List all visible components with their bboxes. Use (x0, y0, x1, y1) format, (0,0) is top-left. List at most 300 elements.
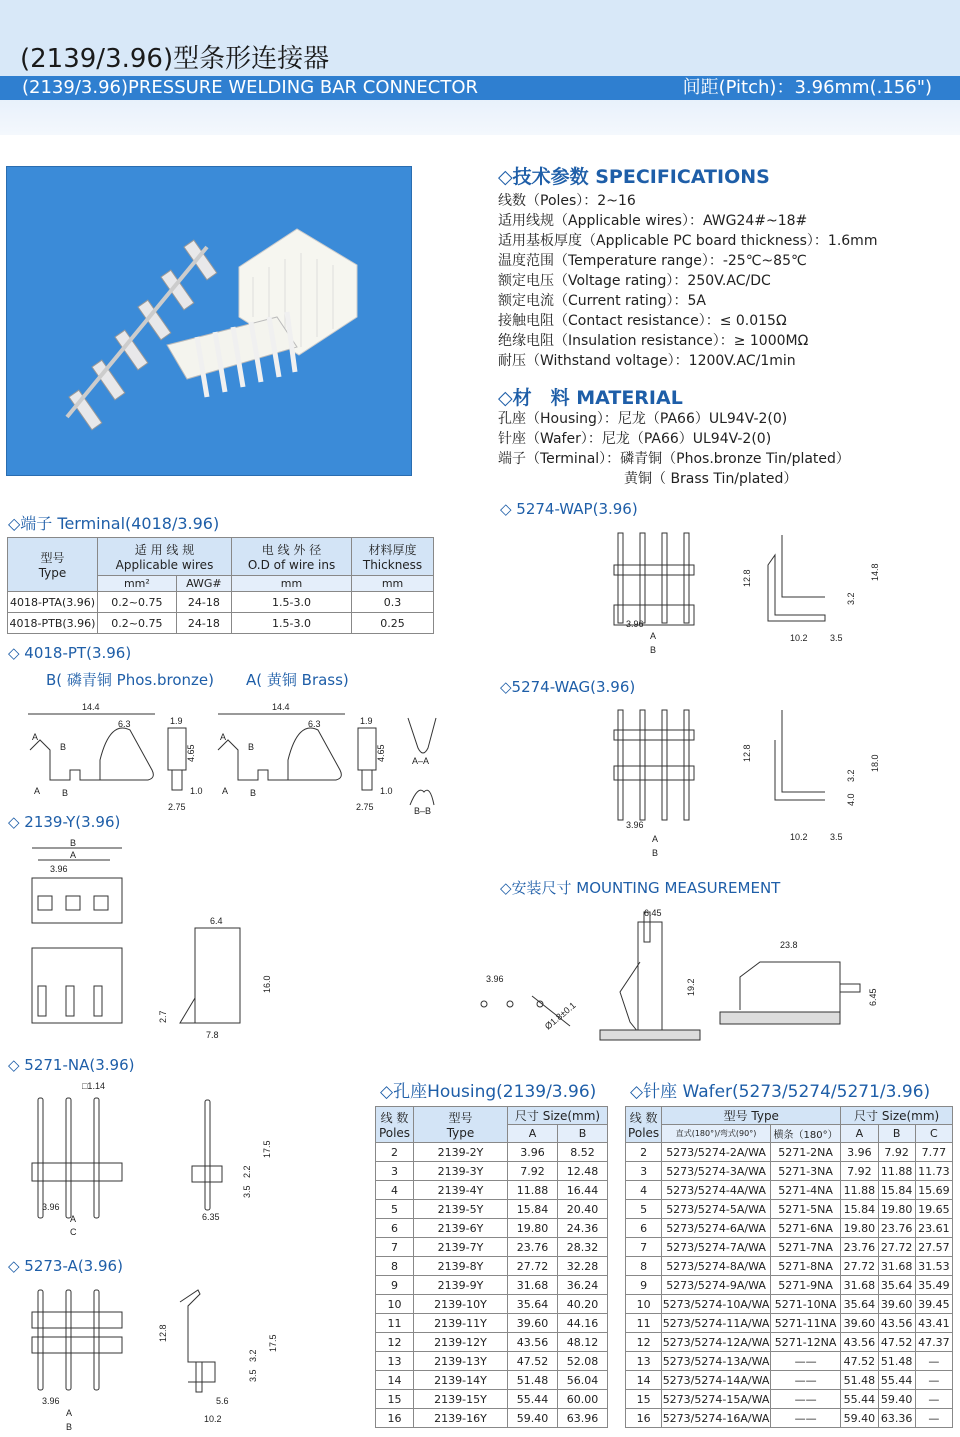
dim-3-96: 3.96 (42, 1396, 60, 1406)
wag-drawing (600, 700, 900, 860)
dim-3-5: 3.5 (242, 1185, 252, 1198)
table-row (626, 1352, 953, 1371)
cell: 2139-14Y (414, 1371, 508, 1390)
cell: — (915, 1390, 952, 1409)
cell: —— (770, 1409, 840, 1428)
label-a: A (32, 732, 39, 742)
na-heading: ◇ 5271-NA(3.96) (8, 1056, 135, 1074)
cell: 55.44 (878, 1371, 915, 1390)
cell: 35.64 (508, 1295, 558, 1314)
table-row (376, 1143, 608, 1162)
cell: 0.2~0.75 (98, 613, 177, 634)
cell: 52.08 (558, 1352, 608, 1371)
cell: 5271-10NA (770, 1295, 840, 1314)
table-row (376, 1409, 608, 1428)
cell: 1.5-3.0 (231, 613, 351, 634)
housing-body (376, 1143, 608, 1428)
cell: 2139-7Y (414, 1238, 508, 1257)
cell: 5271-6NA (770, 1219, 840, 1238)
spec-heading: ◇技术参数 SPECIFICATIONS (498, 166, 770, 188)
dim-17-5: 17.5 (268, 1334, 278, 1352)
cell: 19.65 (915, 1200, 952, 1219)
pt-b-label: B( 磷青铜 Phos.bronze) (46, 671, 214, 689)
dim-19-2: 19.2 (686, 978, 696, 996)
dim-5-6: 5.6 (216, 1396, 229, 1406)
table-row (376, 1390, 608, 1409)
th-od: 电 线 外 径 (261, 543, 322, 557)
cell: 5 (376, 1200, 414, 1219)
cell: 39.60 (878, 1295, 915, 1314)
cell: 32.28 (558, 1257, 608, 1276)
dim-2-75: 2.75 (356, 802, 374, 812)
label-a: A (220, 732, 227, 742)
spec-line: 绝缘电阻（Insulation resistance）：≥ 1000MΩ (498, 333, 809, 349)
dim-6-35: 6.35 (202, 1212, 220, 1222)
cell: 3 (626, 1162, 662, 1181)
cell: 4 (376, 1181, 414, 1200)
cell: 4018-PTA(3.96) (8, 592, 98, 613)
cell: 39.60 (508, 1314, 558, 1333)
th-poles-en: Poles (378, 1126, 411, 1140)
dim-3-5: 3.5 (830, 633, 843, 643)
cell: 5273/5274-11A/WA (662, 1314, 771, 1333)
cell: 5271-4NA (770, 1181, 840, 1200)
cell: 43.56 (508, 1333, 558, 1352)
cell: — (915, 1371, 952, 1390)
dim-hole: Ø1.8±0.1 (542, 1000, 578, 1032)
cell: 11.88 (508, 1181, 558, 1200)
cell: 9 (626, 1276, 662, 1295)
cell: 3.96 (508, 1143, 558, 1162)
cell: 7.92 (841, 1162, 878, 1181)
mount-drawing (470, 902, 890, 1062)
cell: 7.92 (878, 1143, 915, 1162)
th-bar: 横条（180°） (770, 1125, 840, 1143)
cell: 15.84 (878, 1181, 915, 1200)
cell: 2139-13Y (414, 1352, 508, 1371)
cell: 5273/5274-9A/WA (662, 1276, 771, 1295)
wap-drawing (600, 525, 900, 660)
cell: 2139-3Y (414, 1162, 508, 1181)
cell: 11.73 (915, 1162, 952, 1181)
cell: 40.20 (558, 1295, 608, 1314)
table-row (626, 1219, 953, 1238)
cell: 19.80 (508, 1219, 558, 1238)
dim-3-96: 3.96 (50, 864, 68, 874)
cell: 16 (626, 1409, 662, 1428)
table-row (626, 1181, 953, 1200)
cell: 2139-2Y (414, 1143, 508, 1162)
cell: 2139-10Y (414, 1295, 508, 1314)
cell: 47.52 (508, 1352, 558, 1371)
cell: 7.77 (915, 1143, 952, 1162)
cell: 12 (376, 1333, 414, 1352)
cell: 35.64 (841, 1295, 878, 1314)
dim-6-3: 6.3 (308, 719, 321, 729)
th-type: 型号 (448, 1111, 473, 1125)
cell: 39.60 (841, 1314, 878, 1333)
connector-photo-illustration (7, 167, 413, 477)
subtitle: (2139/3.96)PRESSURE WELDING BAR CONNECTOR (22, 77, 479, 98)
cell: 16.44 (558, 1181, 608, 1200)
table-row (626, 1276, 953, 1295)
label-b: B (66, 1422, 73, 1432)
cell: 2 (376, 1143, 414, 1162)
dim-2-75: 2.75 (168, 802, 186, 812)
label-a: A (70, 850, 77, 860)
table-row (8, 592, 434, 613)
spec-line: 温度范围（Temperature range）：-25℃~85℃ (498, 253, 807, 269)
material-line: 针座（Wafer）：尼龙（PA66）UL94V-2(0) (498, 431, 772, 447)
cell: 15.84 (841, 1200, 878, 1219)
cell: 8.52 (558, 1143, 608, 1162)
table-row (376, 1162, 608, 1181)
spec-line: 适用基板厚度（Applicable PC board thickness）：1.6mm (498, 233, 878, 249)
wafer-body (626, 1143, 953, 1428)
label-a: A (650, 631, 657, 641)
th-type: 型号 (40, 551, 65, 565)
cell: 7.92 (508, 1162, 558, 1181)
label-a: A (70, 1214, 77, 1224)
th-od-en: O.D of wire ins (247, 558, 336, 572)
cell: 27.72 (508, 1257, 558, 1276)
cell: 5271-5NA (770, 1200, 840, 1219)
cell: 8 (376, 1257, 414, 1276)
th-a: A (841, 1125, 878, 1143)
th-wires-en: Applicable wires (115, 558, 214, 572)
dim-1-9: 1.9 (360, 716, 373, 726)
label-a: A (66, 1408, 73, 1418)
table-row (376, 1333, 608, 1352)
th-wires: 适 用 线 规 (134, 543, 195, 557)
dim-10-2: 10.2 (790, 633, 808, 643)
cell: 47.37 (915, 1333, 952, 1352)
cell: 5273/5274-8A/WA (662, 1257, 771, 1276)
cell: 23.76 (508, 1238, 558, 1257)
cell: 2 (626, 1143, 662, 1162)
cell: 43.41 (915, 1314, 952, 1333)
cell: 5273/5274-15A/WA (662, 1390, 771, 1409)
cell: 27.72 (841, 1257, 878, 1276)
label-a: A (652, 834, 659, 844)
table-row (376, 1257, 608, 1276)
cell: 6 (626, 1219, 662, 1238)
cell: 2139-12Y (414, 1333, 508, 1352)
cell: —— (770, 1352, 840, 1371)
table-row (626, 1314, 953, 1333)
cell: 51.48 (508, 1371, 558, 1390)
cell: 24.36 (558, 1219, 608, 1238)
cell: 5273/5274-16A/WA (662, 1409, 771, 1428)
pitch-label: 间距(Pitch)：3.96mm(.156") (682, 77, 932, 98)
unit-mm: mm (352, 576, 434, 592)
unit-awg: AWG# (176, 576, 231, 592)
unit-mm2: mm² (98, 576, 177, 592)
label-b: B (248, 742, 255, 752)
label-b: B (60, 742, 67, 752)
dim-23-8: 23.8 (780, 940, 798, 950)
cell: 2139-6Y (414, 1219, 508, 1238)
dim-2-2: 2.2 (242, 1165, 252, 1178)
cell: 0.2~0.75 (98, 592, 177, 613)
cell: 44.16 (558, 1314, 608, 1333)
th-size: 尺寸 Size(mm) (508, 1107, 608, 1125)
th-poles: 线 数 (629, 1111, 658, 1125)
spec-line: 额定电压（Voltage rating）：250V.AC/DC (498, 273, 771, 289)
cell: 5273/5274-12A/WA (662, 1333, 771, 1352)
dim-10-2: 10.2 (204, 1414, 222, 1424)
cell: 2139-15Y (414, 1390, 508, 1409)
label-c: C (70, 1227, 77, 1237)
dim-6-3: 6.3 (118, 719, 131, 729)
cell: — (915, 1352, 952, 1371)
cell: 23.76 (841, 1238, 878, 1257)
cell: 36.24 (558, 1276, 608, 1295)
cell: 11.88 (878, 1162, 915, 1181)
cell: 56.04 (558, 1371, 608, 1390)
table-row (626, 1371, 953, 1390)
cell: 3 (376, 1162, 414, 1181)
dim-10-2: 10.2 (790, 832, 808, 842)
dim-18-0: 18.0 (870, 754, 880, 772)
cell: 4 (626, 1181, 662, 1200)
section-aa-label: A–A (412, 756, 430, 766)
th-thickness: 材料厚度 (368, 543, 417, 557)
table-row (376, 1371, 608, 1390)
dim-6-4: 6.4 (210, 916, 223, 926)
table-row (376, 1314, 608, 1333)
cell: 11 (626, 1314, 662, 1333)
material-line: 端子（Terminal）：磷青铜（Phos.bronze Tin/plated） (498, 451, 850, 467)
table-row (626, 1390, 953, 1409)
cell: 5271-8NA (770, 1257, 840, 1276)
cell: 31.68 (841, 1276, 878, 1295)
unit-mm: mm (231, 576, 351, 592)
dim-16-0: 16.0 (262, 975, 272, 993)
cell: 5273/5274-6A/WA (662, 1219, 771, 1238)
dim-3-96: 3.96 (42, 1202, 60, 1212)
cell: 63.36 (878, 1409, 915, 1428)
cell: 10 (376, 1295, 414, 1314)
dim-1-14: □1.14 (82, 1081, 105, 1091)
dim-4-65: 4.65 (186, 744, 196, 762)
spec-line: 耐压（Withstand voltage）：1200V.AC/1min (498, 353, 796, 369)
table-row (8, 613, 434, 634)
dim-12-8: 12.8 (158, 1324, 168, 1342)
dim-12-8: 12.8 (742, 744, 752, 762)
dim-3-5: 3.5 (830, 832, 843, 842)
cell: 7 (376, 1238, 414, 1257)
dim-6-45: 6.45 (868, 988, 878, 1006)
terminal-heading: ◇端子 Terminal(4018/3.96) (8, 514, 220, 533)
cell: 11.88 (841, 1181, 878, 1200)
table-row (626, 1295, 953, 1314)
pt-a-label: A( 黄铜 Brass) (246, 671, 349, 689)
housing-heading: ◇孔座Housing(2139/3.96) (380, 1082, 597, 1102)
cell: 16 (376, 1409, 414, 1428)
table-row (376, 1200, 608, 1219)
dim-3-96: 3.96 (626, 619, 644, 629)
dim-14-4: 14.4 (272, 702, 290, 712)
cell: 55.44 (841, 1390, 878, 1409)
th-type: 型号 Type (662, 1107, 841, 1125)
cell: 12.48 (558, 1162, 608, 1181)
spec-list (498, 191, 877, 371)
dim-1-0: 1.0 (380, 786, 393, 796)
wafer-heading: ◇针座 Wafer(5273/5274/5271/3.96) (630, 1082, 931, 1102)
label-b: B (652, 848, 659, 858)
cell: 13 (626, 1352, 662, 1371)
th-poles-en: Poles (628, 1126, 660, 1140)
th-straight-right: 直式(180°)/弯式(90°) (662, 1125, 771, 1143)
table-row (626, 1200, 953, 1219)
spec-line: 适用线规（Applicable wires）：AWG24#~18# (498, 213, 808, 229)
wag-heading: ◇5274-WAG(3.96) (500, 678, 636, 696)
section-bb-label: B–B (414, 806, 432, 815)
dim-3-5: 3.5 (248, 1369, 258, 1382)
cell: 2139-4Y (414, 1181, 508, 1200)
cell: 5271-11NA (770, 1314, 840, 1333)
cell: 2139-9Y (414, 1276, 508, 1295)
cell: 63.96 (558, 1409, 608, 1428)
spec-line: 接触电阻（Contact resistance）：≤ 0.015Ω (498, 313, 787, 329)
dim-17-5: 17.5 (262, 1140, 272, 1158)
cell: 43.56 (841, 1333, 878, 1352)
cell: 5273/5274-3A/WA (662, 1162, 771, 1181)
th-a: A (508, 1125, 558, 1143)
table-row (376, 1352, 608, 1371)
cell: 20.40 (558, 1200, 608, 1219)
cell: — (915, 1409, 952, 1428)
table-row (376, 1295, 608, 1314)
cell: 5273/5274-10A/WA (662, 1295, 771, 1314)
dim-1-9: 1.9 (170, 716, 183, 726)
cell: 5273/5274-4A/WA (662, 1181, 771, 1200)
table-row (626, 1409, 953, 1428)
a-heading: ◇ 5273-A(3.96) (8, 1257, 123, 1275)
table-row (376, 1276, 608, 1295)
cell: 19.80 (878, 1200, 915, 1219)
cell: 2139-11Y (414, 1314, 508, 1333)
material-line: 黄铜（ Brass Tin/plated） (498, 471, 798, 487)
cell: 5271-12NA (770, 1333, 840, 1352)
dim-14-4: 14.4 (82, 702, 100, 712)
th-type-en: Type (38, 566, 67, 580)
na-drawing (20, 1078, 290, 1238)
cell: 59.40 (878, 1390, 915, 1409)
cell: 59.40 (508, 1409, 558, 1428)
cell: 14 (376, 1371, 414, 1390)
label-b: B (70, 838, 77, 848)
cell: 9 (376, 1276, 414, 1295)
y-heading: ◇ 2139-Y(3.96) (8, 813, 121, 831)
cell: 35.64 (878, 1276, 915, 1295)
pt-drawing (20, 700, 450, 815)
page-title: (2139/3.96)型条形连接器 (20, 44, 330, 74)
cell: 1.5-3.0 (231, 592, 351, 613)
cell: 0.3 (352, 592, 434, 613)
subtitle-bar (0, 76, 960, 100)
spec-line: 额定电流（Current rating）：5A (498, 293, 706, 309)
cell: 14 (626, 1371, 662, 1390)
cell: 39.45 (915, 1295, 952, 1314)
cell: 55.44 (508, 1390, 558, 1409)
cell: 24-18 (176, 592, 231, 613)
cell: 2139-8Y (414, 1257, 508, 1276)
material-heading: ◇材 料 MATERIAL (498, 387, 683, 409)
a-drawing (20, 1282, 290, 1437)
product-photo (6, 166, 412, 476)
dim-2-7: 2.7 (158, 1010, 168, 1023)
cell: —— (770, 1371, 840, 1390)
wap-heading: ◇ 5274-WAP(3.96) (500, 500, 638, 518)
cell: 5271-3NA (770, 1162, 840, 1181)
th-c: C (915, 1125, 952, 1143)
housing-table (375, 1106, 608, 1428)
cell: —— (770, 1390, 840, 1409)
th-b: B (878, 1125, 915, 1143)
y-drawing (20, 838, 290, 1048)
cell: 13 (376, 1352, 414, 1371)
table-row (626, 1238, 953, 1257)
cell: 5273/5274-14A/WA (662, 1371, 771, 1390)
dim-4-65: 4.65 (376, 744, 386, 762)
dim-3-2: 3.2 (846, 769, 856, 782)
cell: 47.52 (841, 1352, 878, 1371)
table-row (626, 1162, 953, 1181)
cell: 5271-7NA (770, 1238, 840, 1257)
cell: 5273/5274-2A/WA (662, 1143, 771, 1162)
cell: 31.68 (878, 1257, 915, 1276)
cell: 5271-2NA (770, 1143, 840, 1162)
cell: 4018-PTB(3.96) (8, 613, 98, 634)
cell: 12 (626, 1333, 662, 1352)
cell: 5273/5274-5A/WA (662, 1200, 771, 1219)
dim-7-8: 7.8 (206, 1030, 219, 1040)
cell: 51.48 (841, 1371, 878, 1390)
cell: 31.53 (915, 1257, 952, 1276)
table-row (376, 1219, 608, 1238)
dim-4-0: 4.0 (846, 793, 856, 806)
cell: 59.40 (841, 1409, 878, 1428)
cell: 2139-16Y (414, 1409, 508, 1428)
cell: 5273/5274-13A/WA (662, 1352, 771, 1371)
cell: 5273/5274-7A/WA (662, 1238, 771, 1257)
label-b: B (250, 788, 257, 798)
th-b: B (558, 1125, 608, 1143)
dim-3-96: 3.96 (626, 820, 644, 830)
table-row (626, 1257, 953, 1276)
cell: 2139-5Y (414, 1200, 508, 1219)
th-size: 尺寸 Size(mm) (841, 1107, 953, 1125)
th-type-en: Type (446, 1126, 475, 1140)
cell: 3.96 (841, 1143, 878, 1162)
cell: 15.84 (508, 1200, 558, 1219)
cell: 10 (626, 1295, 662, 1314)
cell: 15 (626, 1390, 662, 1409)
cell: 6 (376, 1219, 414, 1238)
pt-heading: ◇ 4018-PT(3.96) (8, 644, 132, 662)
label-b: B (650, 645, 657, 655)
cell: 48.12 (558, 1333, 608, 1352)
cell: 27.72 (878, 1238, 915, 1257)
label-a: A (222, 786, 229, 796)
cell: 5 (626, 1200, 662, 1219)
terminal-table (7, 537, 434, 634)
cell: 0.25 (352, 613, 434, 634)
cell: 60.00 (558, 1390, 608, 1409)
th-poles: 线 数 (380, 1111, 409, 1125)
